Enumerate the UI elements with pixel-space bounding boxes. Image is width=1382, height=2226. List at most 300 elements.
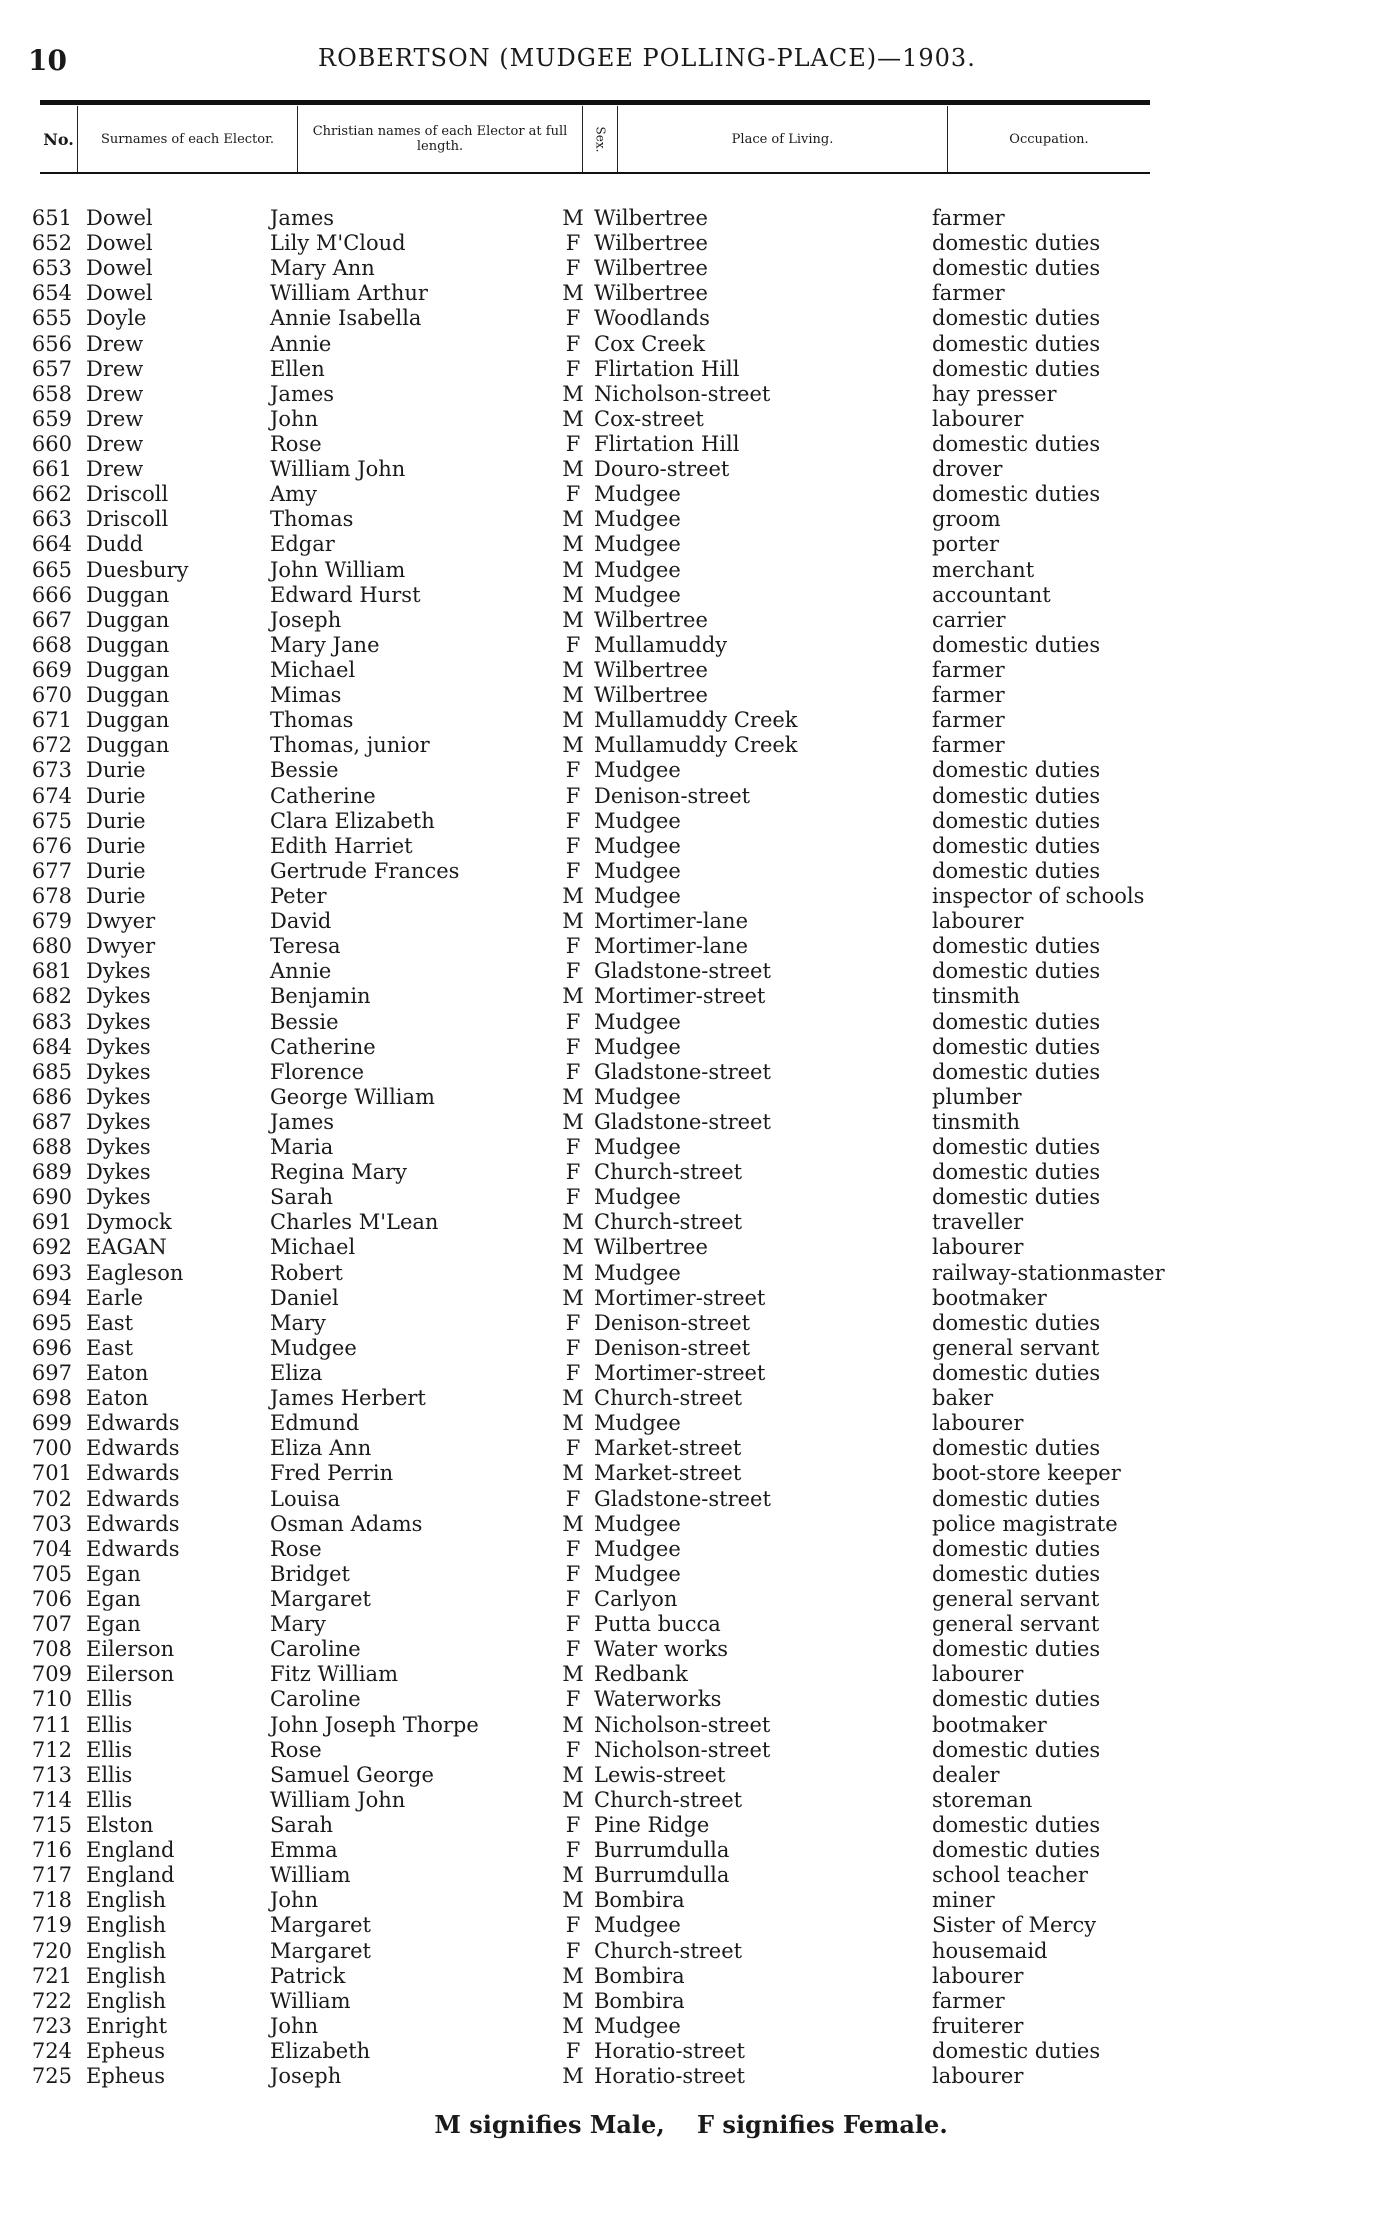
elector-sex: M <box>562 1863 584 1888</box>
elector-sex: M <box>562 1963 584 1988</box>
elector-occupation: domestic duties <box>932 1009 1101 1034</box>
elector-christian-names: Clara Elizabeth <box>270 808 435 833</box>
elector-number: 684 <box>31 1034 72 1059</box>
elector-surname: Duggan <box>86 632 170 657</box>
elector-place: Horatio-street <box>594 2038 745 2063</box>
elector-occupation: fruiterer <box>932 2013 1024 2038</box>
elector-place: Mudgee <box>594 1135 681 1160</box>
elector-place: Mortimer-lane <box>594 909 749 934</box>
elector-place: Mullamuddy Creek <box>594 708 798 733</box>
elector-christian-names: Caroline <box>270 1637 361 1662</box>
elector-surname: England <box>86 1838 175 1863</box>
elector-sex: F <box>565 256 581 281</box>
table-row <box>20 1185 1170 1210</box>
table-row <box>20 1311 1170 1336</box>
elector-surname: East <box>86 1310 134 1335</box>
elector-christian-names: John <box>270 2013 319 2038</box>
elector-christian-names: Joseph <box>270 607 342 632</box>
elector-place: Nicholson-street <box>594 1712 771 1737</box>
elector-sex: F <box>565 1335 581 1360</box>
elector-surname: Dykes <box>86 1034 151 1059</box>
table-row <box>20 784 1170 809</box>
elector-sex: M <box>562 1712 584 1737</box>
elector-surname: Dykes <box>86 1059 151 1084</box>
table-row <box>20 2039 1170 2064</box>
elector-sex: M <box>562 1888 584 1913</box>
elector-christian-names: William <box>270 1988 351 2013</box>
elector-occupation: merchant <box>932 557 1035 582</box>
elector-place: Mortimer-street <box>594 1285 766 1310</box>
elector-surname: Duggan <box>86 582 170 607</box>
elector-occupation: labourer <box>932 909 1024 934</box>
elector-sex: F <box>565 934 581 959</box>
elector-sex: M <box>562 1988 584 2013</box>
elector-place: Gladstone-street <box>594 1059 771 1084</box>
elector-christian-names: Margaret <box>270 1913 371 1938</box>
table-row <box>20 1160 1170 1185</box>
elector-sex: F <box>565 1160 581 1185</box>
elector-surname: Doyle <box>86 306 147 331</box>
elector-christian-names: James <box>270 381 335 406</box>
elector-occupation: police magistrate <box>932 1511 1118 1536</box>
table-row <box>20 934 1170 959</box>
elector-sex: F <box>565 1813 581 1837</box>
elector-occupation: domestic duties <box>932 1637 1101 1662</box>
table-row <box>20 1210 1170 1235</box>
table-row <box>20 1386 1170 1411</box>
elector-sex: F <box>565 833 581 858</box>
elector-occupation: Sister of Mercy <box>932 1913 1097 1938</box>
elector-place: Church-street <box>594 1787 743 1812</box>
table-row <box>20 1512 1170 1537</box>
elector-surname: England <box>86 1863 175 1888</box>
elector-occupation: bootmaker <box>932 1712 1047 1737</box>
elector-sex: F <box>565 1561 581 1586</box>
table-row <box>20 1060 1170 1085</box>
elector-sex: F <box>565 1059 581 1084</box>
elector-christian-names: Bridget <box>270 1561 350 1586</box>
elector-place: Gladstone-street <box>594 1109 771 1134</box>
elector-occupation: labourer <box>932 1235 1024 1260</box>
elector-sex: F <box>565 1587 581 1612</box>
elector-place: Putta bucca <box>594 1612 721 1637</box>
elector-number: 688 <box>31 1135 72 1160</box>
elector-sex: M <box>562 1084 584 1109</box>
elector-place: Flirtation Hill <box>594 431 740 456</box>
elector-number: 659 <box>31 406 72 431</box>
elector-surname: English <box>86 1913 167 1938</box>
elector-number: 713 <box>31 1762 72 1787</box>
elector-number: 695 <box>31 1310 72 1335</box>
elector-christian-names: Florence <box>270 1059 365 1084</box>
elector-number: 700 <box>31 1436 72 1461</box>
elector-christian-names: Robert <box>270 1260 343 1285</box>
elector-occupation: drover <box>932 457 1003 482</box>
elector-occupation: domestic duties <box>932 934 1101 959</box>
elector-christian-names: Rose <box>270 1536 322 1561</box>
table-row <box>20 1135 1170 1160</box>
elector-surname: Edwards <box>86 1486 180 1511</box>
elector-place: Mortimer-street <box>594 984 766 1009</box>
table-row <box>20 1637 1170 1662</box>
elector-christian-names: Annie <box>270 331 332 356</box>
elector-sex: M <box>562 1461 584 1486</box>
elector-number: 672 <box>31 733 72 758</box>
elector-occupation: domestic duties <box>932 482 1101 507</box>
elector-surname: Dwyer <box>86 909 156 934</box>
elector-surname: English <box>86 1938 167 1963</box>
elector-christian-names: William <box>270 1863 351 1888</box>
elector-christian-names: Sarah <box>270 1185 333 1210</box>
elector-sex: M <box>562 883 584 908</box>
elector-place: Church-street <box>594 1386 743 1411</box>
table-row <box>20 507 1170 532</box>
elector-christian-names: Mary Ann <box>270 256 375 281</box>
elector-place: Wilbertree <box>594 231 708 256</box>
elector-christian-names: Osman Adams <box>270 1511 423 1536</box>
elector-occupation: inspector of schools <box>932 883 1145 908</box>
elector-surname: Ellis <box>86 1712 133 1737</box>
elector-occupation: tinsmith <box>932 1109 1021 1134</box>
elector-sex: F <box>565 1185 581 1210</box>
elector-occupation: domestic duties <box>932 833 1101 858</box>
elector-occupation: domestic duties <box>932 858 1101 883</box>
elector-christian-names: William Arthur <box>270 281 428 306</box>
elector-place: Gladstone-street <box>594 959 771 984</box>
elector-christian-names: Louisa <box>270 1486 341 1511</box>
elector-surname: Eilerson <box>86 1637 175 1662</box>
elector-sex: F <box>565 1034 581 1059</box>
elector-sex: F <box>565 431 581 456</box>
elector-christian-names: Regina Mary <box>270 1160 408 1185</box>
elector-number: 682 <box>31 984 72 1009</box>
elector-surname: Ellis <box>86 1687 133 1712</box>
elector-number: 661 <box>31 457 72 482</box>
elector-occupation: labourer <box>932 1963 1024 1988</box>
table-row <box>20 909 1170 934</box>
elector-christian-names: Thomas <box>270 507 354 532</box>
elector-number: 702 <box>31 1486 72 1511</box>
elector-occupation: housemaid <box>932 1938 1048 1963</box>
elector-surname: Drew <box>86 431 144 456</box>
elector-sex: M <box>562 708 584 733</box>
elector-occupation: general servant <box>932 1612 1100 1637</box>
elector-occupation: domestic duties <box>932 758 1101 783</box>
elector-surname: Duesbury <box>86 557 189 582</box>
table-row <box>20 1085 1170 1110</box>
elector-sex: M <box>562 607 584 632</box>
elector-occupation: domestic duties <box>932 808 1101 833</box>
elector-occupation: domestic duties <box>932 1436 1101 1461</box>
elector-number: 687 <box>31 1109 72 1134</box>
elector-christian-names: Ellen <box>270 356 325 381</box>
elector-occupation: domestic duties <box>932 256 1101 281</box>
table-row <box>20 984 1170 1009</box>
elector-number: 697 <box>31 1361 72 1386</box>
elector-sex: M <box>562 1260 584 1285</box>
elector-number: 651 <box>31 206 72 230</box>
elector-surname: Durie <box>86 883 146 908</box>
elector-occupation: domestic duties <box>932 1737 1101 1762</box>
elector-number: 710 <box>31 1687 72 1712</box>
elector-occupation: farmer <box>932 281 1005 306</box>
elector-number: 668 <box>31 632 72 657</box>
table-row <box>20 1261 1170 1286</box>
elector-surname: Dykes <box>86 1160 151 1185</box>
elector-surname: Durie <box>86 858 146 883</box>
elector-place: Burrumdulla <box>594 1838 730 1863</box>
elector-surname: Edwards <box>86 1511 180 1536</box>
footer-note <box>0 2110 1382 2139</box>
elector-number: 708 <box>31 1637 72 1662</box>
elector-sex: M <box>562 2013 584 2038</box>
elector-sex: F <box>565 356 581 381</box>
elector-occupation: plumber <box>932 1084 1022 1109</box>
elector-surname: Drew <box>86 356 144 381</box>
elector-occupation: domestic duties <box>932 1135 1101 1160</box>
elector-occupation: domestic duties <box>932 1536 1101 1561</box>
elector-occupation: domestic duties <box>932 1034 1101 1059</box>
table-row <box>20 1888 1170 1913</box>
elector-surname: Dykes <box>86 1109 151 1134</box>
elector-place: Flirtation Hill <box>594 356 740 381</box>
elector-number: 692 <box>31 1235 72 1260</box>
table-row <box>20 834 1170 859</box>
elector-sex: M <box>562 281 584 306</box>
elector-occupation: farmer <box>932 708 1005 733</box>
table-row <box>20 1813 1170 1838</box>
table-row <box>20 332 1170 357</box>
elector-number: 709 <box>31 1662 72 1687</box>
column-header-occupation: Occupation. <box>1009 131 1089 147</box>
elector-occupation: general servant <box>932 1587 1100 1612</box>
elector-place: Wilbertree <box>594 206 708 230</box>
elector-surname: English <box>86 1988 167 2013</box>
elector-sex: F <box>565 758 581 783</box>
elector-surname: Edwards <box>86 1436 180 1461</box>
table-row <box>20 633 1170 658</box>
elector-place: Mortimer-street <box>594 1361 766 1386</box>
elector-number: 673 <box>31 758 72 783</box>
elector-place: Mudgee <box>594 582 681 607</box>
elector-number: 653 <box>31 256 72 281</box>
elector-christian-names: Teresa <box>270 934 341 959</box>
column-headers <box>40 106 1150 174</box>
elector-number: 666 <box>31 582 72 607</box>
elector-christian-names: Annie Isabella <box>270 306 422 331</box>
elector-number: 694 <box>31 1285 72 1310</box>
page-number: 10 <box>28 44 67 77</box>
elector-christian-names: Bessie <box>270 758 339 783</box>
elector-christian-names: Mary <box>270 1612 326 1637</box>
elector-place: Mudgee <box>594 1084 681 1109</box>
table-row <box>20 432 1170 457</box>
table-row <box>20 1010 1170 1035</box>
elector-number: 711 <box>31 1712 72 1737</box>
elector-place: Douro-street <box>594 457 730 482</box>
elector-sex: F <box>565 231 581 256</box>
elector-occupation: tinsmith <box>932 984 1021 1009</box>
elector-number: 714 <box>31 1787 72 1812</box>
elector-place: Cox Creek <box>594 331 705 356</box>
elector-place: Mudgee <box>594 883 681 908</box>
elector-occupation: farmer <box>932 657 1005 682</box>
table-row <box>20 1612 1170 1637</box>
elector-place: Denison-street <box>594 1310 751 1335</box>
elector-sex: M <box>562 1411 584 1436</box>
elector-sex: M <box>562 1109 584 1134</box>
elector-surname: Durie <box>86 783 146 808</box>
table-row <box>20 1587 1170 1612</box>
elector-place: Wilbertree <box>594 683 708 708</box>
elector-surname: Eagleson <box>86 1260 184 1285</box>
elector-number: 717 <box>31 1863 72 1888</box>
elector-surname: East <box>86 1335 134 1360</box>
elector-surname: Driscoll <box>86 507 169 532</box>
table-row <box>20 407 1170 432</box>
elector-occupation: farmer <box>932 683 1005 708</box>
elector-surname: Duggan <box>86 657 170 682</box>
elector-number: 667 <box>31 607 72 632</box>
elector-place: Church-street <box>594 1210 743 1235</box>
table-row <box>20 733 1170 758</box>
elector-christian-names: Margaret <box>270 1938 371 1963</box>
elector-place: Mullamuddy Creek <box>594 733 798 758</box>
elector-occupation: farmer <box>932 1988 1005 2013</box>
elector-place: Mudgee <box>594 1536 681 1561</box>
elector-place: Water works <box>594 1637 729 1662</box>
elector-number: 676 <box>31 833 72 858</box>
elector-occupation: baker <box>932 1386 994 1411</box>
elector-occupation: labourer <box>932 2064 1024 2089</box>
elector-number: 678 <box>31 883 72 908</box>
table-row <box>20 1537 1170 1562</box>
elector-occupation: bootmaker <box>932 1285 1047 1310</box>
table-row <box>20 1913 1170 1938</box>
elector-number: 715 <box>31 1813 72 1837</box>
elector-sex: M <box>562 1511 584 1536</box>
elector-surname: Durie <box>86 808 146 833</box>
elector-number: 720 <box>31 1938 72 1963</box>
table-row <box>20 1110 1170 1135</box>
elector-sex: M <box>562 381 584 406</box>
elector-number: 670 <box>31 683 72 708</box>
elector-sex: F <box>565 1436 581 1461</box>
elector-surname: Epheus <box>86 2038 166 2063</box>
elector-place: Market-street <box>594 1461 742 1486</box>
table-row <box>20 1713 1170 1738</box>
elector-occupation: dealer <box>932 1762 1000 1787</box>
elector-christian-names: Gertrude Frances <box>270 858 460 883</box>
elector-christian-names: Elizabeth <box>270 2038 371 2063</box>
elector-surname: Dykes <box>86 1185 151 1210</box>
elector-sex: M <box>562 1762 584 1787</box>
elector-christian-names: John <box>270 1888 319 1913</box>
elector-sex: M <box>562 1662 584 1687</box>
elector-surname: Drew <box>86 331 144 356</box>
elector-number: 660 <box>31 431 72 456</box>
elector-place: Nicholson-street <box>594 1737 771 1762</box>
elector-occupation: groom <box>932 507 1001 532</box>
elector-sex: F <box>565 1009 581 1034</box>
elector-sex: F <box>565 482 581 507</box>
elector-christian-names: John Joseph Thorpe <box>270 1712 479 1737</box>
table-row <box>20 809 1170 834</box>
table-row <box>20 281 1170 306</box>
table-row <box>20 658 1170 683</box>
elector-place: Church-street <box>594 1938 743 1963</box>
elector-surname: Dwyer <box>86 934 156 959</box>
elector-sex: F <box>565 858 581 883</box>
elector-place: Mudgee <box>594 1034 681 1059</box>
column-header-christian-names: Christian names of each Elector at full length. <box>298 106 583 172</box>
elector-christian-names: Mudgee <box>270 1335 357 1360</box>
elector-occupation: domestic duties <box>932 1687 1101 1712</box>
table-row <box>20 758 1170 783</box>
elector-number: 718 <box>31 1888 72 1913</box>
elector-sex: M <box>562 1210 584 1235</box>
elector-sex: F <box>565 959 581 984</box>
elector-number: 722 <box>31 1988 72 2013</box>
elector-surname: Duggan <box>86 708 170 733</box>
elector-number: 663 <box>31 507 72 532</box>
elector-surname: Eilerson <box>86 1662 175 1687</box>
elector-surname: Ellis <box>86 1762 133 1787</box>
table-row <box>20 1863 1170 1888</box>
elector-surname: English <box>86 1888 167 1913</box>
table-row <box>20 1788 1170 1813</box>
table-row <box>20 1989 1170 2014</box>
elector-number: 671 <box>31 708 72 733</box>
elector-number: 723 <box>31 2013 72 2038</box>
elector-christian-names: Sarah <box>270 1813 333 1837</box>
elector-place: Nicholson-street <box>594 381 771 406</box>
elector-surname: Enright <box>86 2013 168 2038</box>
elector-place: Mudgee <box>594 1411 681 1436</box>
elector-sex: F <box>565 1913 581 1938</box>
elector-number: 664 <box>31 532 72 557</box>
elector-christian-names: James Herbert <box>270 1386 426 1411</box>
elector-surname: Dowel <box>86 231 153 256</box>
elector-christian-names: Mimas <box>270 683 342 708</box>
elector-number: 658 <box>31 381 72 406</box>
elector-occupation: domestic duties <box>932 632 1101 657</box>
elector-christian-names: Samuel George <box>270 1762 434 1787</box>
elector-place: Mullamuddy <box>594 632 728 657</box>
elector-occupation: domestic duties <box>932 431 1101 456</box>
elector-surname: Durie <box>86 758 146 783</box>
elector-occupation: miner <box>932 1888 995 1913</box>
elector-christian-names: Thomas <box>270 708 354 733</box>
elector-christian-names: Maria <box>270 1135 334 1160</box>
table-row <box>20 1411 1170 1436</box>
elector-sex: F <box>565 331 581 356</box>
elector-occupation: domestic duties <box>932 1361 1101 1386</box>
page-title: ROBERTSON (MUDGEE POLLING-PLACE)—1903. <box>318 44 976 72</box>
elector-christian-names: William John <box>270 1787 406 1812</box>
female-note: F signifies Female. <box>697 2110 948 2139</box>
elector-place: Mudgee <box>594 2013 681 2038</box>
elector-christian-names: Emma <box>270 1838 338 1863</box>
table-row <box>20 683 1170 708</box>
elector-christian-names: Charles M'Lean <box>270 1210 439 1235</box>
elector-place: Mudgee <box>594 557 681 582</box>
elector-place: Church-street <box>594 1160 743 1185</box>
elector-sex: F <box>565 306 581 331</box>
elector-number: 696 <box>31 1335 72 1360</box>
elector-place: Mudgee <box>594 1511 681 1536</box>
elector-christian-names: Catherine <box>270 1034 376 1059</box>
